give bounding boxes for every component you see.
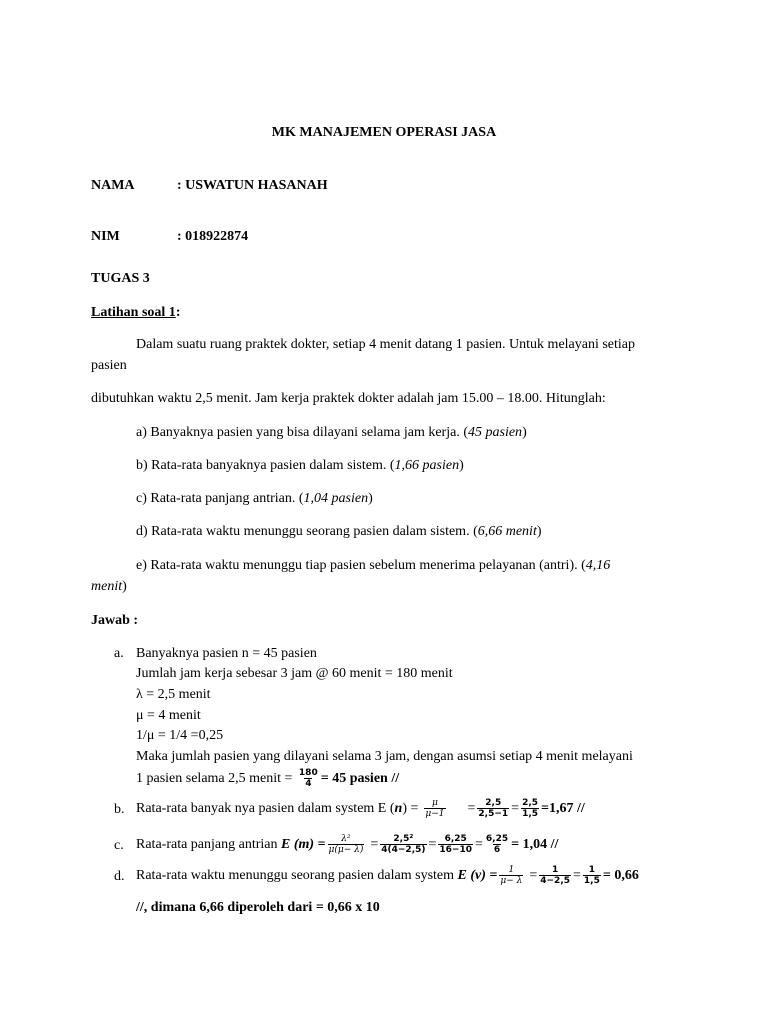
answer-a-line-7: 1 pasien selama 2,5 menit = $\frac{180}{4}$ = 45 pasien // [136, 768, 400, 790]
question-e-cont: menit) [91, 579, 127, 594]
question-b: b) Rata-rata banyaknya pasien dalam sistem. (1,66 pasien) [136, 458, 464, 473]
tugas-heading: TUGAS 3 [91, 271, 150, 286]
answer-a-line-4: μ = 4 menit [136, 708, 201, 723]
answer-a-marker: a. [114, 646, 124, 661]
question-c: c) Rata-rata panjang antrian. (1,04 pasien) [136, 491, 373, 506]
nim-value: : 018922874 [177, 229, 249, 244]
nama-value: : USWATUN HASANAH [177, 178, 328, 193]
problem-line-1b: pasien [91, 358, 127, 373]
problem-line-2: dibutuhkan waktu 2,5 menit. Jam kerja praktek dokter adalah jam 15.00 – 18.00. Hitunglah: [91, 391, 606, 406]
answer-d-marker: d. [114, 869, 125, 884]
nim-label: NIM [91, 229, 120, 244]
page-title: MK MANAJEMEN OPERASI JASA [271, 125, 497, 140]
latihan-heading [91, 304, 180, 322]
answer-a-line-2: Jumlah jam kerja sebesar 3 jam @ 60 menit = 180 menit [136, 666, 453, 681]
answer-c-marker: c. [114, 838, 124, 853]
question-d: d) Rata-rata waktu menunggu seorang pasien dalam sistem. (6,66 menit) [136, 524, 542, 539]
problem-line-1: Dalam suatu ruang praktek dokter, setiap 4 menit datang 1 pasien. Untuk melayani setiap [136, 337, 636, 352]
latihan-label: Latihan soal 1 [91, 305, 176, 320]
answer-d-line: Rata-rata waktu menunggu seorang pasien dalam system E (v) = $\frac{1}{\mu- \lambda}$ = $\frac{1}{4-2,5}$ = $\frac{1}{1,5}$ = 0,66 [136, 865, 639, 887]
question-e: e) Rata-rata waktu menunggu tiap pasien sebelum menerima pelayanan (antri). (4,16 [136, 558, 611, 573]
answer-b-line: Rata-rata banyak nya pasien dalam system E (n) = $\frac{\mu}{\mu-1}$ = $\frac{2,5}{2,5-1}$ = $\frac{2,5}{1,5}$ =1,67 // [136, 798, 585, 820]
jawab-heading: Jawab : [91, 613, 139, 628]
answer-c-line: Rata-rata panjang antrian E (m) = $\frac{\text{λ²}}{\mu(\mu- \lambda)}$ = $\frac{\text{2,5²}}{4(4-2,5)}$ = $\frac{6,25}{16-10}$ = $\frac{6,25}{6}$ = 1,04 // [136, 834, 559, 856]
answer-d-cont: //, dimana 6,66 diperoleh dari = 0,66 x 10 [136, 900, 380, 915]
question-a: a) Banyaknya pasien yang bisa dilayani selama jam kerja. (45 pasien) [136, 425, 527, 440]
answer-a-line-1: Banyaknya pasien n = 45 pasien [136, 646, 317, 661]
fraction-180-4: $\frac{180}{4}$ [298, 768, 318, 790]
nama-label: NAMA [91, 178, 135, 193]
answer-a-line-5: 1/μ = 1/4 =0,25 [136, 728, 224, 743]
answer-a-line-3: λ = 2,5 menit [136, 687, 211, 702]
answer-a-line-6: Maka jumlah pasien yang dilayani selama 3 jam, dengan asumsi setiap 4 menit melayani [136, 749, 633, 764]
answer-b-marker: b. [114, 802, 125, 817]
latihan-colon: : [175, 305, 181, 320]
